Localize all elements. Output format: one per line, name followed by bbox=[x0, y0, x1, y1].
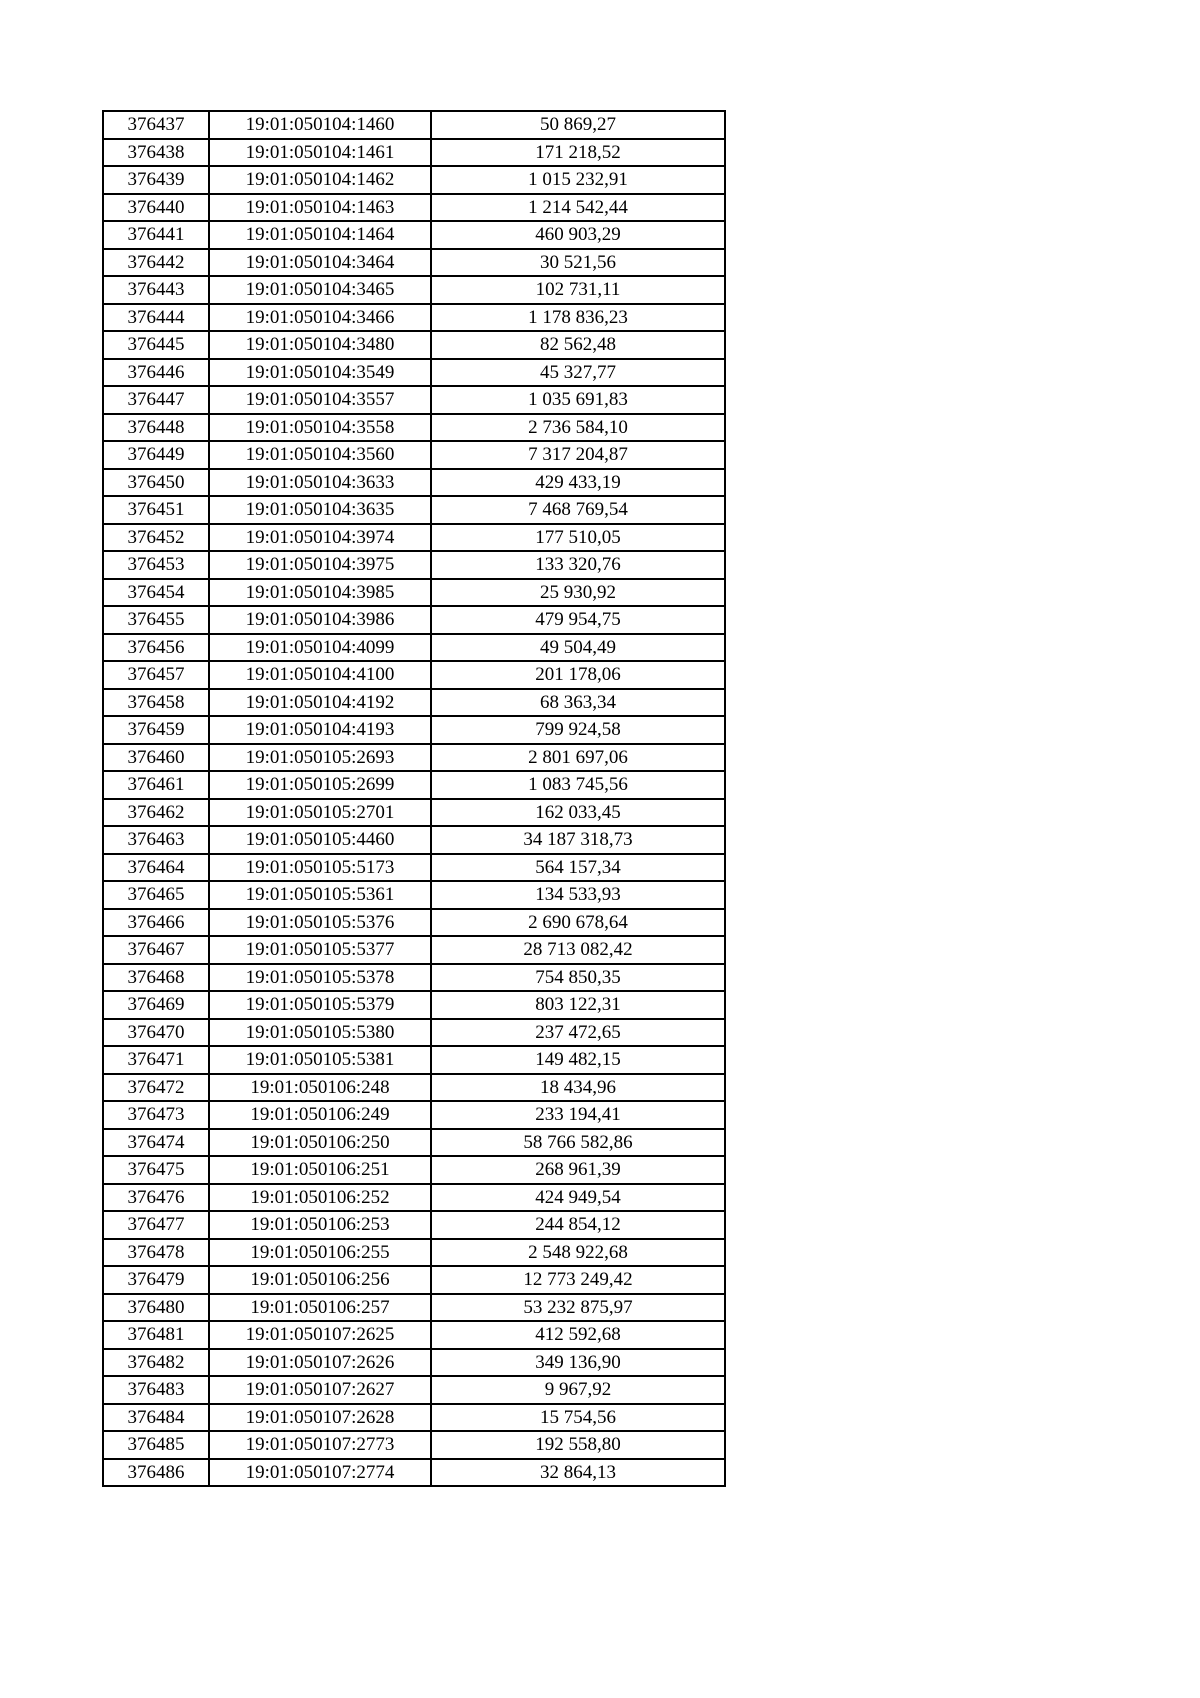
table-row bbox=[103, 166, 725, 194]
cadastral-value-cell: 133 320,76 bbox=[431, 551, 725, 579]
cadastral-number-cell: 19:01:050104:3985 bbox=[209, 579, 431, 607]
cadastral-number-cell: 19:01:050106:253 bbox=[209, 1211, 431, 1239]
cadastral-value-cell: 34 187 318,73 bbox=[431, 826, 725, 854]
cadastral-value-cell: 18 434,96 bbox=[431, 1074, 725, 1102]
cadastral-value-cell: 12 773 249,42 bbox=[431, 1266, 725, 1294]
cadastral-number-cell: 19:01:050105:5361 bbox=[209, 881, 431, 909]
row-number-cell: 376477 bbox=[103, 1211, 209, 1239]
cadastral-value-cell: 424 949,54 bbox=[431, 1184, 725, 1212]
cadastral-value-cell: 1 035 691,83 bbox=[431, 386, 725, 414]
row-number-cell: 376452 bbox=[103, 524, 209, 552]
cadastral-value-cell: 25 930,92 bbox=[431, 579, 725, 607]
row-number-cell: 376440 bbox=[103, 194, 209, 222]
row-number-cell: 376442 bbox=[103, 249, 209, 277]
table-row bbox=[103, 1184, 725, 1212]
table-row bbox=[103, 551, 725, 579]
cadastral-number-cell: 19:01:050106:257 bbox=[209, 1294, 431, 1322]
row-number-cell: 376451 bbox=[103, 496, 209, 524]
cadastral-number-cell: 19:01:050104:3558 bbox=[209, 414, 431, 442]
table-row bbox=[103, 111, 725, 139]
table-row bbox=[103, 991, 725, 1019]
cadastral-value-cell: 268 961,39 bbox=[431, 1156, 725, 1184]
table-row bbox=[103, 1211, 725, 1239]
row-number-cell: 376466 bbox=[103, 909, 209, 937]
table-row bbox=[103, 524, 725, 552]
cadastral-value-cell: 162 033,45 bbox=[431, 799, 725, 827]
cadastral-number-cell: 19:01:050104:1464 bbox=[209, 221, 431, 249]
row-number-cell: 376459 bbox=[103, 716, 209, 744]
row-number-cell: 376458 bbox=[103, 689, 209, 717]
table-row bbox=[103, 1459, 725, 1487]
cadastral-number-cell: 19:01:050105:2693 bbox=[209, 744, 431, 772]
row-number-cell: 376457 bbox=[103, 661, 209, 689]
cadastral-value-cell: 429 433,19 bbox=[431, 469, 725, 497]
row-number-cell: 376453 bbox=[103, 551, 209, 579]
table-row bbox=[103, 606, 725, 634]
row-number-cell: 376469 bbox=[103, 991, 209, 1019]
table-row bbox=[103, 276, 725, 304]
row-number-cell: 376445 bbox=[103, 331, 209, 359]
cadastral-value-cell: 149 482,15 bbox=[431, 1046, 725, 1074]
cadastral-number-cell: 19:01:050106:256 bbox=[209, 1266, 431, 1294]
row-number-cell: 376446 bbox=[103, 359, 209, 387]
row-number-cell: 376481 bbox=[103, 1321, 209, 1349]
cadastral-number-cell: 19:01:050104:3557 bbox=[209, 386, 431, 414]
cadastral-value-cell: 32 864,13 bbox=[431, 1459, 725, 1487]
table-row bbox=[103, 1431, 725, 1459]
cadastral-number-cell: 19:01:050106:252 bbox=[209, 1184, 431, 1212]
table-row bbox=[103, 1101, 725, 1129]
row-number-cell: 376474 bbox=[103, 1129, 209, 1157]
table-row bbox=[103, 414, 725, 442]
cadastral-number-cell: 19:01:050104:4193 bbox=[209, 716, 431, 744]
cadastral-number-cell: 19:01:050104:3635 bbox=[209, 496, 431, 524]
row-number-cell: 376471 bbox=[103, 1046, 209, 1074]
cadastral-number-cell: 19:01:050105:4460 bbox=[209, 826, 431, 854]
table-row bbox=[103, 1074, 725, 1102]
cadastral-value-cell: 82 562,48 bbox=[431, 331, 725, 359]
table-row bbox=[103, 1046, 725, 1074]
cadastral-number-cell: 19:01:050107:2626 bbox=[209, 1349, 431, 1377]
row-number-cell: 376483 bbox=[103, 1376, 209, 1404]
table-row bbox=[103, 1404, 725, 1432]
cadastral-value-cell: 2 690 678,64 bbox=[431, 909, 725, 937]
cadastral-number-cell: 19:01:050104:3986 bbox=[209, 606, 431, 634]
table-row bbox=[103, 771, 725, 799]
row-number-cell: 376478 bbox=[103, 1239, 209, 1267]
cadastral-number-cell: 19:01:050106:255 bbox=[209, 1239, 431, 1267]
cadastral-value-table bbox=[102, 110, 726, 1487]
table-row bbox=[103, 194, 725, 222]
cadastral-value-cell: 237 472,65 bbox=[431, 1019, 725, 1047]
table-body bbox=[103, 111, 725, 1486]
cadastral-value-cell: 2 736 584,10 bbox=[431, 414, 725, 442]
table-row bbox=[103, 1376, 725, 1404]
cadastral-value-cell: 9 967,92 bbox=[431, 1376, 725, 1404]
row-number-cell: 376480 bbox=[103, 1294, 209, 1322]
row-number-cell: 376441 bbox=[103, 221, 209, 249]
table-row bbox=[103, 716, 725, 744]
cadastral-value-cell: 1 015 232,91 bbox=[431, 166, 725, 194]
table-row bbox=[103, 579, 725, 607]
row-number-cell: 376461 bbox=[103, 771, 209, 799]
table-row bbox=[103, 1321, 725, 1349]
row-number-cell: 376470 bbox=[103, 1019, 209, 1047]
cadastral-number-cell: 19:01:050106:249 bbox=[209, 1101, 431, 1129]
row-number-cell: 376473 bbox=[103, 1101, 209, 1129]
table-row bbox=[103, 249, 725, 277]
cadastral-number-cell: 19:01:050105:5380 bbox=[209, 1019, 431, 1047]
row-number-cell: 376464 bbox=[103, 854, 209, 882]
row-number-cell: 376484 bbox=[103, 1404, 209, 1432]
cadastral-number-cell: 19:01:050105:2701 bbox=[209, 799, 431, 827]
cadastral-value-cell: 479 954,75 bbox=[431, 606, 725, 634]
cadastral-number-cell: 19:01:050104:4100 bbox=[209, 661, 431, 689]
cadastral-value-cell: 68 363,34 bbox=[431, 689, 725, 717]
cadastral-number-cell: 19:01:050104:3974 bbox=[209, 524, 431, 552]
cadastral-number-cell: 19:01:050107:2627 bbox=[209, 1376, 431, 1404]
table-row bbox=[103, 331, 725, 359]
cadastral-number-cell: 19:01:050104:1461 bbox=[209, 139, 431, 167]
row-number-cell: 376449 bbox=[103, 441, 209, 469]
cadastral-number-cell: 19:01:050105:5378 bbox=[209, 964, 431, 992]
table-row bbox=[103, 359, 725, 387]
cadastral-number-cell: 19:01:050105:2699 bbox=[209, 771, 431, 799]
cadastral-number-cell: 19:01:050107:2774 bbox=[209, 1459, 431, 1487]
row-number-cell: 376465 bbox=[103, 881, 209, 909]
cadastral-value-cell: 15 754,56 bbox=[431, 1404, 725, 1432]
row-number-cell: 376443 bbox=[103, 276, 209, 304]
cadastral-number-cell: 19:01:050104:3480 bbox=[209, 331, 431, 359]
cadastral-number-cell: 19:01:050106:248 bbox=[209, 1074, 431, 1102]
cadastral-value-cell: 45 327,77 bbox=[431, 359, 725, 387]
table-row bbox=[103, 826, 725, 854]
cadastral-number-cell: 19:01:050104:1460 bbox=[209, 111, 431, 139]
cadastral-number-cell: 19:01:050107:2628 bbox=[209, 1404, 431, 1432]
table-row bbox=[103, 1239, 725, 1267]
table-row bbox=[103, 661, 725, 689]
row-number-cell: 376455 bbox=[103, 606, 209, 634]
row-number-cell: 376486 bbox=[103, 1459, 209, 1487]
row-number-cell: 376439 bbox=[103, 166, 209, 194]
cadastral-value-cell: 2 548 922,68 bbox=[431, 1239, 725, 1267]
table-row bbox=[103, 1156, 725, 1184]
cadastral-number-cell: 19:01:050104:3466 bbox=[209, 304, 431, 332]
row-number-cell: 376437 bbox=[103, 111, 209, 139]
cadastral-value-cell: 412 592,68 bbox=[431, 1321, 725, 1349]
row-number-cell: 376462 bbox=[103, 799, 209, 827]
table-row bbox=[103, 386, 725, 414]
cadastral-value-cell: 233 194,41 bbox=[431, 1101, 725, 1129]
cadastral-value-cell: 7 317 204,87 bbox=[431, 441, 725, 469]
row-number-cell: 376460 bbox=[103, 744, 209, 772]
table-row bbox=[103, 1294, 725, 1322]
table-row bbox=[103, 1019, 725, 1047]
table-row bbox=[103, 689, 725, 717]
cadastral-value-cell: 460 903,29 bbox=[431, 221, 725, 249]
table-row bbox=[103, 139, 725, 167]
cadastral-number-cell: 19:01:050105:5173 bbox=[209, 854, 431, 882]
table-row bbox=[103, 469, 725, 497]
row-number-cell: 376476 bbox=[103, 1184, 209, 1212]
cadastral-number-cell: 19:01:050106:251 bbox=[209, 1156, 431, 1184]
cadastral-number-cell: 19:01:050105:5377 bbox=[209, 936, 431, 964]
cadastral-value-cell: 28 713 082,42 bbox=[431, 936, 725, 964]
cadastral-value-cell: 1 083 745,56 bbox=[431, 771, 725, 799]
cadastral-value-cell: 30 521,56 bbox=[431, 249, 725, 277]
table-row bbox=[103, 744, 725, 772]
table-row bbox=[103, 496, 725, 524]
cadastral-value-cell: 7 468 769,54 bbox=[431, 496, 725, 524]
cadastral-number-cell: 19:01:050105:5381 bbox=[209, 1046, 431, 1074]
table-row bbox=[103, 1129, 725, 1157]
cadastral-value-cell: 244 854,12 bbox=[431, 1211, 725, 1239]
cadastral-number-cell: 19:01:050104:1463 bbox=[209, 194, 431, 222]
table-row bbox=[103, 441, 725, 469]
row-number-cell: 376479 bbox=[103, 1266, 209, 1294]
cadastral-value-cell: 1 178 836,23 bbox=[431, 304, 725, 332]
cadastral-value-cell: 803 122,31 bbox=[431, 991, 725, 1019]
cadastral-value-cell: 50 869,27 bbox=[431, 111, 725, 139]
row-number-cell: 376456 bbox=[103, 634, 209, 662]
table-row bbox=[103, 221, 725, 249]
cadastral-number-cell: 19:01:050104:3633 bbox=[209, 469, 431, 497]
row-number-cell: 376463 bbox=[103, 826, 209, 854]
table-row bbox=[103, 799, 725, 827]
table-row bbox=[103, 304, 725, 332]
cadastral-value-cell: 171 218,52 bbox=[431, 139, 725, 167]
cadastral-value-cell: 53 232 875,97 bbox=[431, 1294, 725, 1322]
cadastral-value-cell: 799 924,58 bbox=[431, 716, 725, 744]
row-number-cell: 376475 bbox=[103, 1156, 209, 1184]
table-row bbox=[103, 1349, 725, 1377]
row-number-cell: 376482 bbox=[103, 1349, 209, 1377]
cadastral-value-cell: 49 504,49 bbox=[431, 634, 725, 662]
cadastral-value-cell: 177 510,05 bbox=[431, 524, 725, 552]
row-number-cell: 376447 bbox=[103, 386, 209, 414]
row-number-cell: 376448 bbox=[103, 414, 209, 442]
cadastral-number-cell: 19:01:050104:3975 bbox=[209, 551, 431, 579]
cadastral-number-cell: 19:01:050106:250 bbox=[209, 1129, 431, 1157]
cadastral-value-cell: 349 136,90 bbox=[431, 1349, 725, 1377]
row-number-cell: 376468 bbox=[103, 964, 209, 992]
cadastral-number-cell: 19:01:050104:3560 bbox=[209, 441, 431, 469]
table-row bbox=[103, 964, 725, 992]
cadastral-number-cell: 19:01:050104:4192 bbox=[209, 689, 431, 717]
table-row bbox=[103, 634, 725, 662]
cadastral-value-cell: 2 801 697,06 bbox=[431, 744, 725, 772]
cadastral-number-cell: 19:01:050107:2773 bbox=[209, 1431, 431, 1459]
cadastral-value-cell: 134 533,93 bbox=[431, 881, 725, 909]
cadastral-number-cell: 19:01:050107:2625 bbox=[209, 1321, 431, 1349]
row-number-cell: 376444 bbox=[103, 304, 209, 332]
cadastral-value-cell: 192 558,80 bbox=[431, 1431, 725, 1459]
table-row bbox=[103, 1266, 725, 1294]
cadastral-value-cell: 754 850,35 bbox=[431, 964, 725, 992]
cadastral-value-cell: 201 178,06 bbox=[431, 661, 725, 689]
row-number-cell: 376467 bbox=[103, 936, 209, 964]
row-number-cell: 376450 bbox=[103, 469, 209, 497]
table-row bbox=[103, 854, 725, 882]
cadastral-number-cell: 19:01:050104:3465 bbox=[209, 276, 431, 304]
cadastral-number-cell: 19:01:050105:5376 bbox=[209, 909, 431, 937]
table-row bbox=[103, 881, 725, 909]
row-number-cell: 376438 bbox=[103, 139, 209, 167]
table-row bbox=[103, 936, 725, 964]
row-number-cell: 376454 bbox=[103, 579, 209, 607]
cadastral-value-cell: 1 214 542,44 bbox=[431, 194, 725, 222]
cadastral-value-cell: 564 157,34 bbox=[431, 854, 725, 882]
cadastral-value-cell: 102 731,11 bbox=[431, 276, 725, 304]
row-number-cell: 376472 bbox=[103, 1074, 209, 1102]
cadastral-number-cell: 19:01:050105:5379 bbox=[209, 991, 431, 1019]
cadastral-number-cell: 19:01:050104:3464 bbox=[209, 249, 431, 277]
cadastral-value-cell: 58 766 582,86 bbox=[431, 1129, 725, 1157]
cadastral-number-cell: 19:01:050104:4099 bbox=[209, 634, 431, 662]
cadastral-number-cell: 19:01:050104:3549 bbox=[209, 359, 431, 387]
row-number-cell: 376485 bbox=[103, 1431, 209, 1459]
table-row bbox=[103, 909, 725, 937]
cadastral-number-cell: 19:01:050104:1462 bbox=[209, 166, 431, 194]
